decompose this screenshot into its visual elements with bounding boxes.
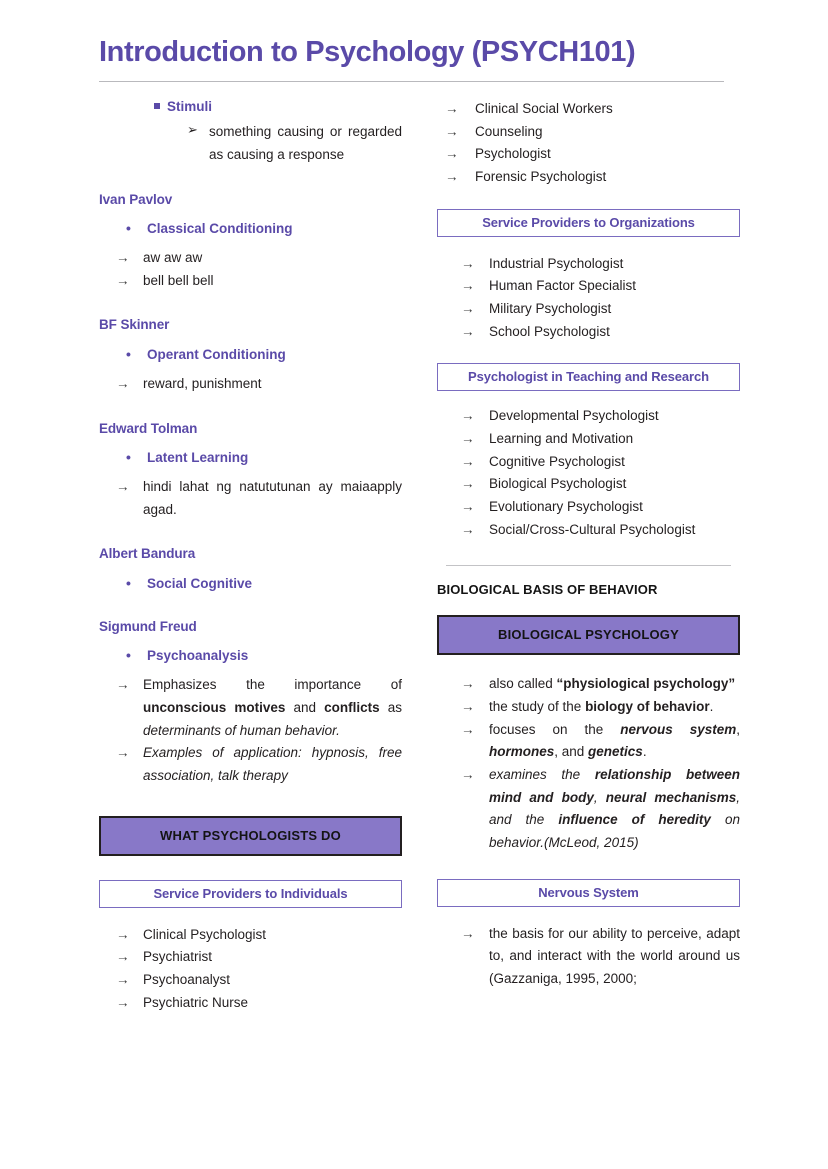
arrow-icon: → — [445, 101, 459, 116]
point-text: Cognitive Psychologist — [489, 453, 625, 469]
list-item-service-individual-8 — [437, 166, 740, 189]
stimuli-detail-text: something causing or regarded as causing a response — [209, 124, 402, 163]
list-item-pavlov-point-2 — [99, 270, 402, 293]
arrow-icon: → — [461, 453, 475, 469]
point-text: Examples of application: hypnosis, free association, talk therapy — [143, 745, 402, 783]
person-heading-ivan-pavlov: Ivan Pavlov — [99, 191, 173, 207]
concept-label: Latent Learning — [147, 450, 249, 466]
concept-label: Classical Conditioning — [147, 221, 293, 237]
arrow-icon: → — [116, 478, 130, 494]
arrow-icon: → — [461, 499, 475, 515]
point-text: Psychiatrist — [143, 949, 213, 965]
list-item-nervous-system-point — [437, 923, 740, 991]
list-item-service-org-3 — [437, 298, 740, 321]
concept-classical-conditioning — [99, 220, 402, 239]
point-text: Emphasizes the importance of unconscious motives and conflicts as determinants of human behavior. — [143, 677, 402, 738]
arrow-icon: → — [461, 521, 475, 537]
list-item-service-individual-2 — [99, 946, 402, 969]
dot-bullet-icon: • — [126, 345, 131, 362]
person-heading-edward-tolman: Edward Tolman — [99, 420, 198, 436]
list-item-service-org-2 — [437, 275, 740, 298]
concept-operant-conditioning — [99, 346, 402, 365]
list-item-service-individual-3 — [99, 969, 402, 992]
point-text: examines the relationship between mind and body, neural mechanisms, and the influence of heredity on behavior.(McLeod, 2015) — [489, 767, 740, 851]
list-item-bio-point-1 — [437, 673, 740, 696]
point-text: School Psychologist — [489, 323, 610, 339]
point-text: also called “physiological psychology” — [489, 676, 736, 692]
stimuli-label: Stimuli — [167, 99, 213, 114]
section-heading-biological-basis: BIOLOGICAL BASIS OF BEHAVIOR — [437, 582, 658, 598]
concept-psychoanalysis — [99, 647, 402, 666]
point-text: Psychiatric Nurse — [143, 994, 249, 1010]
person-heading-albert-bandura: Albert Bandura — [99, 546, 196, 562]
point-text: Human Factor Specialist — [489, 278, 637, 294]
arrow-icon: → — [461, 699, 475, 715]
box-service-providers-individuals: Service Providers to Individuals — [99, 880, 402, 908]
title-divider — [99, 81, 724, 82]
arrow-icon: → — [116, 745, 130, 761]
point-text: Evolutionary Psychologist — [489, 499, 643, 515]
arrow-icon: → — [116, 375, 130, 391]
list-item-service-org-1 — [437, 253, 740, 276]
point-text: Biological Psychologist — [489, 476, 627, 492]
arrow-icon: → — [116, 677, 130, 693]
point-text: Psychoanalyst — [143, 971, 231, 987]
list-item-stimuli — [99, 98, 402, 116]
point-text: Forensic Psychologist — [475, 169, 607, 185]
right-column — [437, 98, 740, 991]
list-item-teaching-research-3 — [437, 451, 740, 474]
point-text: aw aw aw — [143, 250, 203, 266]
concept-label: Social Cognitive — [147, 575, 253, 591]
point-text: bell bell bell — [143, 272, 214, 288]
arrow-icon: → — [461, 767, 475, 783]
dot-bullet-icon: • — [126, 647, 131, 664]
point-text: Military Psychologist — [489, 301, 612, 317]
arrow-icon: → — [461, 925, 475, 941]
arrow-icon: → — [116, 971, 130, 987]
arrow-icon: → — [445, 123, 459, 139]
arrow-icon: → — [461, 721, 475, 737]
concept-label: Operant Conditioning — [147, 346, 286, 362]
list-item-service-individual-1 — [99, 924, 402, 947]
list-item-teaching-research-2 — [437, 428, 740, 451]
concept-social-cognitive — [99, 575, 402, 594]
arrow-icon: → — [116, 250, 130, 266]
page-title: Introduction to Psychology (PSYCH101) — [99, 36, 636, 68]
list-item-service-individual-5 — [437, 98, 740, 121]
box-nervous-system: Nervous System — [437, 879, 740, 907]
square-bullet-icon — [154, 103, 160, 109]
point-text: Counseling — [475, 123, 543, 139]
arrow-icon: → — [461, 255, 475, 271]
dot-bullet-icon: • — [126, 449, 131, 466]
point-text: Clinical Psychologist — [143, 926, 267, 942]
list-item-service-individual-4 — [99, 992, 402, 1015]
arrow-icon: → — [461, 301, 475, 317]
document-header — [99, 36, 724, 82]
list-item-teaching-research-1 — [437, 405, 740, 428]
point-text: focuses on the nervous system, hormones, and genetics. — [489, 721, 740, 760]
arrow-icon: → — [461, 408, 475, 424]
dot-bullet-icon: • — [126, 220, 131, 237]
arrow-icon: → — [461, 323, 475, 339]
box-service-providers-organizations: Service Providers to Organizations — [437, 209, 740, 237]
arrow-icon: → — [116, 926, 130, 942]
banner-what-psychologists-do: WHAT PSYCHOLOGISTS DO — [99, 816, 402, 856]
list-item-skinner-point-1 — [99, 373, 402, 396]
dot-bullet-icon: • — [126, 574, 131, 591]
list-item-stimuli-detail — [99, 120, 402, 166]
arrow-icon: → — [461, 431, 475, 447]
arrow-icon: → — [445, 146, 459, 162]
point-text: Social/Cross-Cultural Psychologist — [489, 521, 696, 537]
concept-latent-learning — [99, 449, 402, 468]
arrow-icon: → — [116, 272, 130, 288]
list-item-freud-point-1 — [99, 674, 402, 742]
point-text: hindi lahat ng natututunan ay maiaapply agad. — [143, 478, 402, 517]
list-item-service-individual-6 — [437, 121, 740, 144]
list-item-teaching-research-4 — [437, 473, 740, 496]
point-text: Clinical Social Workers — [475, 101, 613, 116]
list-item-bio-point-2 — [437, 696, 740, 719]
point-text: Developmental Psychologist — [489, 408, 659, 424]
banner-biological-psychology: BIOLOGICAL PSYCHOLOGY — [437, 615, 740, 655]
point-text: Learning and Motivation — [489, 431, 634, 447]
arrowhead-bullet-icon: ➢ — [187, 122, 198, 138]
list-item-freud-point-2 — [99, 742, 402, 787]
concept-label: Psychoanalysis — [147, 648, 249, 664]
arrow-icon: → — [116, 949, 130, 965]
person-heading-bf-skinner: BF Skinner — [99, 317, 170, 333]
list-item-service-individual-7 — [437, 143, 740, 166]
point-text: Industrial Psychologist — [489, 255, 624, 271]
arrow-icon: → — [445, 169, 459, 185]
point-text: Psychologist — [475, 146, 551, 162]
point-text: the study of the biology of behavior. — [489, 699, 714, 715]
list-item-tolman-point-1 — [99, 476, 402, 521]
arrow-icon: → — [461, 278, 475, 294]
list-item-pavlov-point-1 — [99, 247, 402, 270]
list-item-teaching-research-6 — [437, 519, 740, 542]
list-item-service-org-4 — [437, 321, 740, 344]
list-item-teaching-research-5 — [437, 496, 740, 519]
person-heading-sigmund-freud: Sigmund Freud — [99, 618, 197, 634]
list-item-bio-point-3 — [437, 719, 740, 764]
point-text: the basis for our ability to perceive, adapt to, and interact with the world around us (Gazzaniga, 1995, 2000; — [489, 925, 740, 987]
arrow-icon: → — [116, 994, 130, 1010]
left-column — [99, 98, 402, 1014]
arrow-icon: → — [461, 676, 475, 692]
box-teaching-and-research: Psychologist in Teaching and Research — [437, 363, 740, 391]
list-item-bio-point-4 — [437, 764, 740, 855]
point-text: reward, punishment — [143, 375, 262, 391]
arrow-icon: → — [461, 476, 475, 492]
